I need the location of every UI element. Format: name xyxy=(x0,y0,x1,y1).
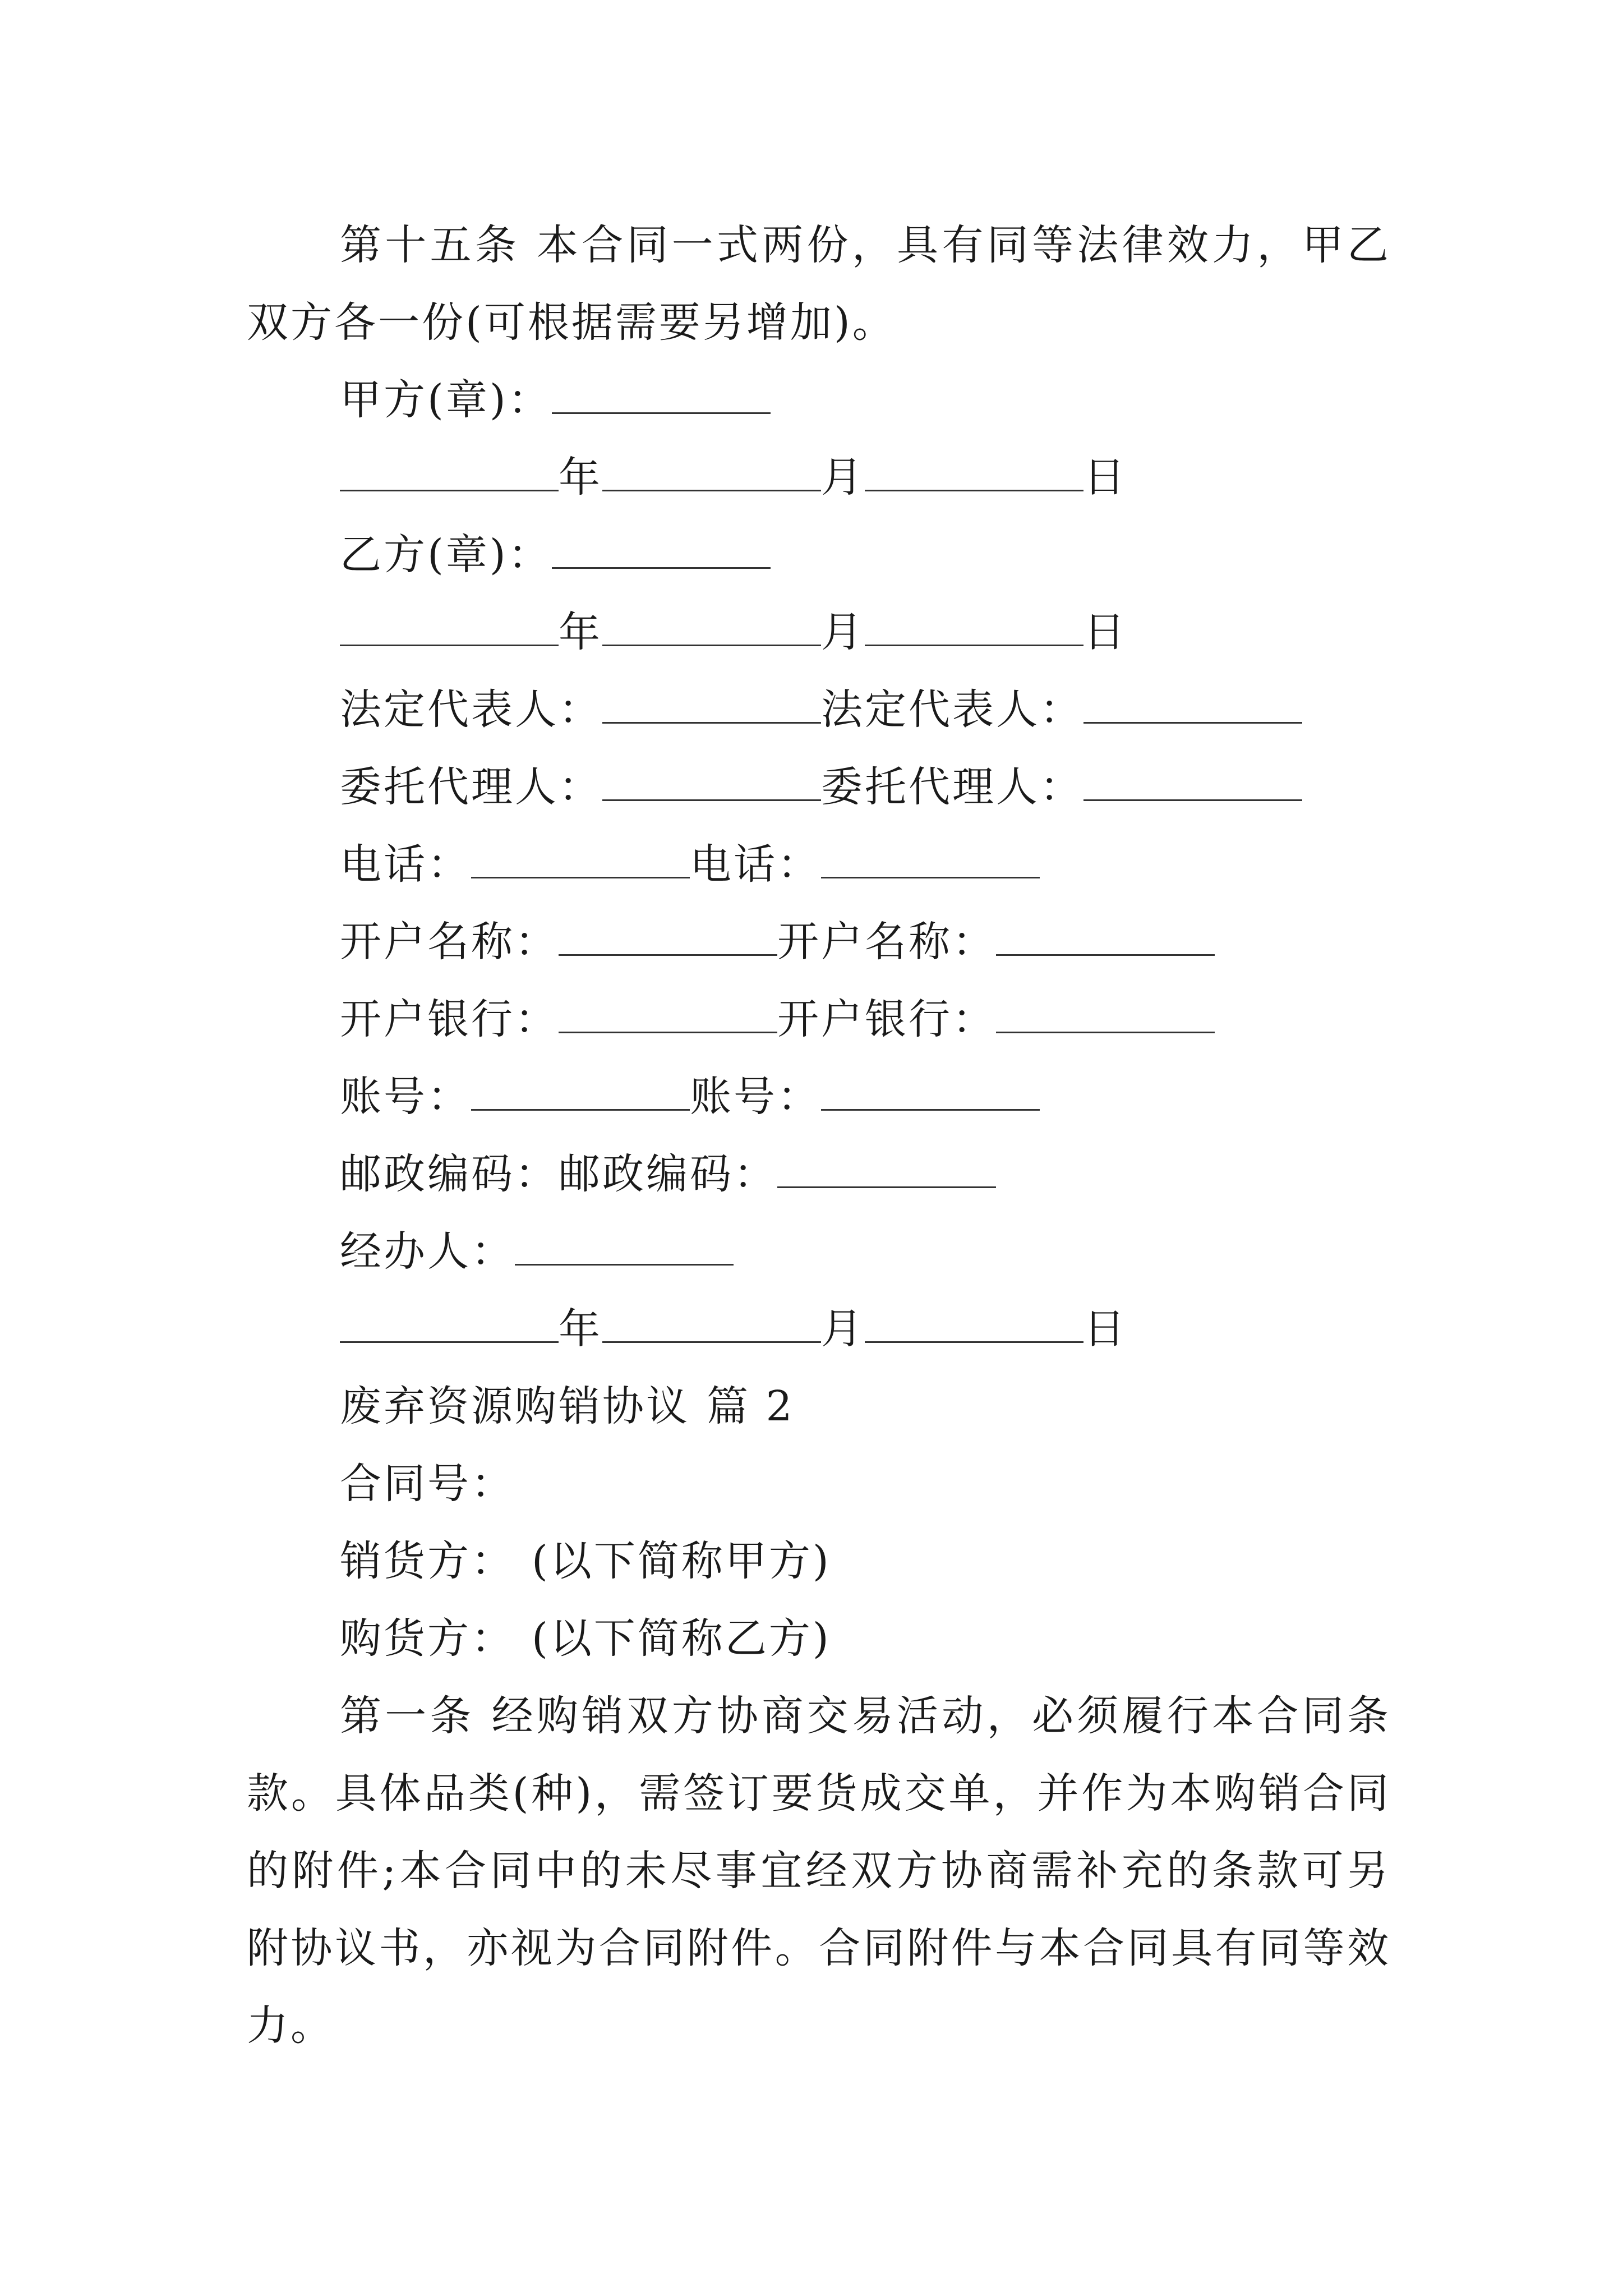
legal-rep-row xyxy=(247,671,1391,748)
phone-label-a: 电话： xyxy=(340,840,471,889)
party-b-label: 乙方(章)： xyxy=(340,531,552,579)
agent-blank-a xyxy=(602,766,821,801)
bank-blank-b xyxy=(996,998,1215,1033)
month-blank xyxy=(602,456,821,491)
party-a-seal-row xyxy=(247,361,1391,439)
legal-rep-label-b: 法定代表人： xyxy=(821,685,1083,734)
clause-1: 第一条 经购销双方协商交易活动，必须履行本合同条款。具体品类(种)，需签订要货成交单，并作为本购销合同的附件;本合同中的未尽事宜经双方协商需补充的条款可另附协议书，亦视为合同附件。合同附件与本合同具有同等效力。 xyxy=(247,1692,1391,2050)
seller-note: (以下简称甲方) xyxy=(532,1537,831,1585)
buyer-label: 购货方： xyxy=(340,1614,515,1663)
year-blank xyxy=(340,456,559,491)
contract-no-row xyxy=(247,1445,1391,1522)
bank-row xyxy=(247,981,1391,1058)
handler-label: 经办人： xyxy=(340,1227,515,1276)
legal-rep-label-a: 法定代表人： xyxy=(340,685,602,734)
account-no-row xyxy=(247,1058,1391,1135)
year-label: 年 xyxy=(559,453,602,501)
account-no-label-b: 账号： xyxy=(690,1073,821,1121)
day-blank xyxy=(865,456,1083,491)
year-label: 年 xyxy=(559,1305,602,1353)
buyer-note: (以下简称乙方) xyxy=(532,1614,831,1663)
party-b-blank xyxy=(552,533,771,569)
legal-rep-blank-b xyxy=(1083,688,1302,724)
month-label: 月 xyxy=(821,1305,865,1353)
account-name-blank-b xyxy=(996,921,1215,956)
day-label: 日 xyxy=(1083,453,1127,501)
day-blank xyxy=(865,611,1083,646)
account-name-row xyxy=(247,903,1391,981)
document-body xyxy=(247,206,1391,2064)
bank-label-a: 开户银行： xyxy=(340,995,559,1043)
date-row-1 xyxy=(247,439,1391,516)
party-a-label: 甲方(章)： xyxy=(340,376,552,424)
agent-row xyxy=(247,748,1391,826)
section-number: 篇 2 xyxy=(707,1382,795,1430)
seller-label: 销货方： xyxy=(340,1537,515,1585)
handler-blank xyxy=(515,1230,734,1266)
phone-blank-b xyxy=(821,843,1040,878)
account-no-blank-a xyxy=(471,1075,690,1111)
account-name-blank-a xyxy=(559,921,777,956)
postcode-label-b: 邮政编码： xyxy=(559,1150,777,1198)
agent-label-b: 委托代理人： xyxy=(821,763,1083,811)
bank-label-b: 开户银行： xyxy=(777,995,996,1043)
year-blank xyxy=(340,1308,559,1343)
agent-blank-b xyxy=(1083,766,1302,801)
phone-blank-a xyxy=(471,843,690,878)
handler-row xyxy=(247,1213,1391,1290)
agent-label-a: 委托代理人： xyxy=(340,763,602,811)
phone-label-b: 电话： xyxy=(690,840,821,889)
date-row-2 xyxy=(247,593,1391,671)
day-blank xyxy=(865,1308,1083,1343)
bank-blank-a xyxy=(559,998,777,1033)
day-label: 日 xyxy=(1083,608,1127,656)
phone-row xyxy=(247,826,1391,903)
month-label: 月 xyxy=(821,453,865,501)
account-no-label-a: 账号： xyxy=(340,1073,471,1121)
month-label: 月 xyxy=(821,608,865,656)
account-no-blank-b xyxy=(821,1075,1040,1111)
month-blank xyxy=(602,611,821,646)
month-blank xyxy=(602,1308,821,1343)
legal-rep-blank-a xyxy=(602,688,821,724)
contract-no-label: 合同号： xyxy=(340,1460,515,1508)
clause-15: 第十五条 本合同一式两份，具有同等法律效力，甲乙双方各一份(可根据需要另增加)。 xyxy=(247,221,1391,347)
section-heading xyxy=(247,1368,1391,1445)
year-blank xyxy=(340,611,559,646)
year-label: 年 xyxy=(559,608,602,656)
postcode-label-a: 邮政编码： xyxy=(340,1150,559,1198)
seller-row xyxy=(247,1522,1391,1600)
buyer-row xyxy=(247,1600,1391,1677)
account-name-label-b: 开户名称： xyxy=(777,918,996,966)
party-b-seal-row xyxy=(247,516,1391,593)
section-title: 废弃资源购销协议 xyxy=(340,1382,690,1430)
postcode-row xyxy=(247,1135,1391,1213)
day-label: 日 xyxy=(1083,1305,1127,1353)
postcode-blank xyxy=(777,1153,996,1188)
party-a-blank xyxy=(552,379,771,414)
date-row-3 xyxy=(247,1290,1391,1368)
account-name-label-a: 开户名称： xyxy=(340,918,559,966)
